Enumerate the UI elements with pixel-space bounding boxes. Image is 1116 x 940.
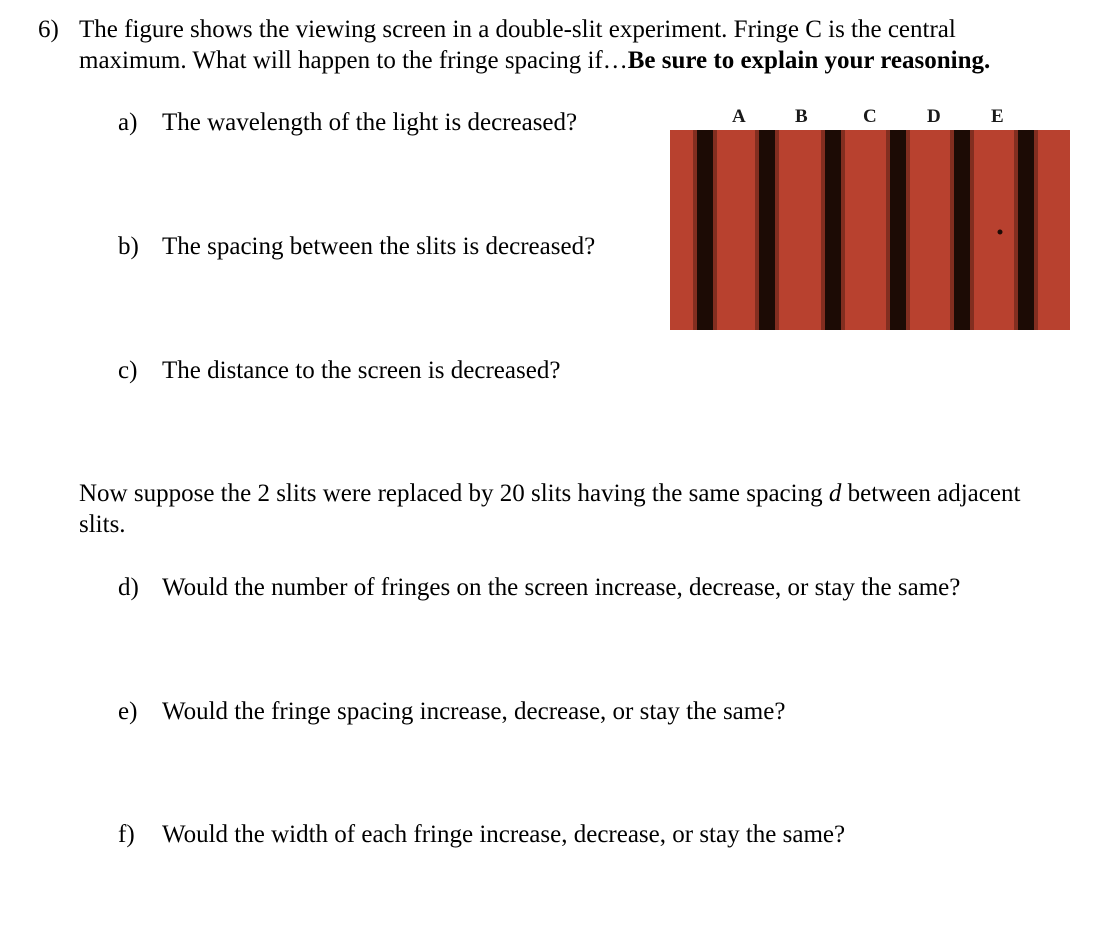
fringe-background xyxy=(670,130,1070,330)
part-d xyxy=(118,572,960,603)
intro-bold-instruction: Be sure to explain your reasoning. xyxy=(627,47,991,74)
fringe-labels xyxy=(670,104,1070,130)
dark-band-edge xyxy=(950,130,974,330)
dark-band-edge xyxy=(1014,130,1038,330)
fringe-label-d: D xyxy=(927,106,941,127)
transition-paragraph xyxy=(79,478,1039,540)
fringe-label-c: C xyxy=(863,106,877,127)
fringe-label-e: E xyxy=(991,106,1004,127)
question-number: 6) xyxy=(38,16,59,43)
part-a-text: The wavelength of the light is decreased? xyxy=(162,109,578,136)
fringe-label-a: A xyxy=(732,106,746,127)
dark-band-edge xyxy=(755,130,779,330)
part-a-label: a) xyxy=(118,109,138,136)
intro-text: The figure shows the viewing screen in a double-slit experiment. Fringe C is the central maximum. What will happen to the fringe spacing if… xyxy=(79,16,956,74)
dark-band-edge xyxy=(821,130,845,330)
question-intro xyxy=(79,14,1059,76)
part-b-text: The spacing between the slits is decreased? xyxy=(162,233,596,260)
part-f-text: Would the width of each fringe increase, decrease, or stay the same? xyxy=(162,821,846,848)
part-c xyxy=(118,355,560,386)
part-a xyxy=(118,107,577,138)
dark-band-edge xyxy=(886,130,910,330)
transition-after: between adjacent slits. xyxy=(79,480,1021,538)
part-e-label: e) xyxy=(118,698,138,725)
screen-marker-dot xyxy=(998,230,1003,235)
transition-variable: d xyxy=(828,480,842,507)
transition-before: Now suppose the 2 slits were replaced by 20 slits having the same spacing xyxy=(79,480,829,507)
fringe-figure xyxy=(670,104,1070,330)
part-c-text: The distance to the screen is decreased? xyxy=(162,357,561,384)
fringe-label-b: B xyxy=(795,106,808,127)
part-f xyxy=(118,819,845,850)
fringe-pattern xyxy=(670,130,1070,330)
dark-band-edge xyxy=(693,130,717,330)
part-b-label: b) xyxy=(118,233,139,260)
part-d-text: Would the number of fringes on the screen increase, decrease, or stay the same? xyxy=(162,574,961,601)
part-e-text: Would the fringe spacing increase, decrease, or stay the same? xyxy=(162,698,786,725)
part-f-label: f) xyxy=(118,821,135,848)
part-e xyxy=(118,696,785,727)
part-b xyxy=(118,231,595,262)
part-c-label: c) xyxy=(118,357,138,384)
part-d-label: d) xyxy=(118,574,139,601)
